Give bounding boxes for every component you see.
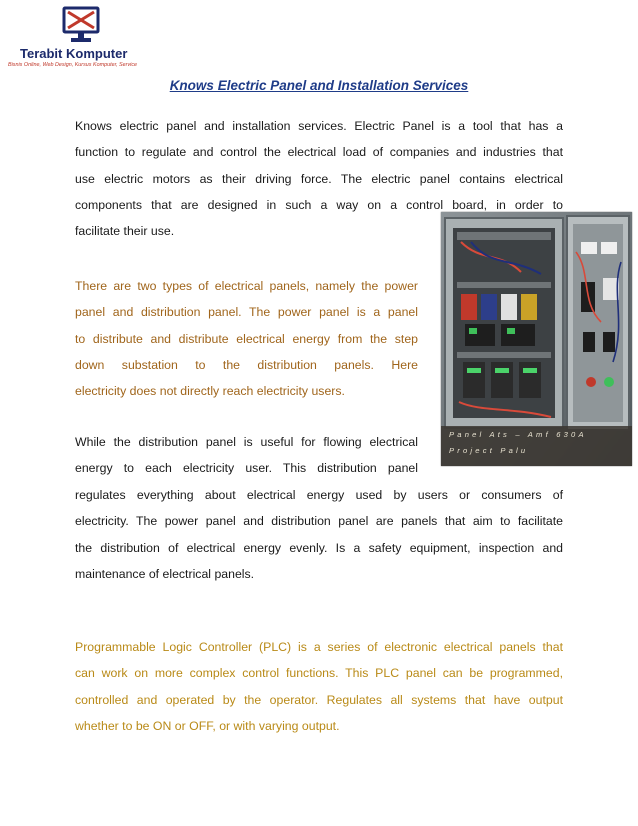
photo-caption-project: Project Palu bbox=[449, 446, 529, 455]
paragraph-plc bbox=[75, 634, 563, 739]
text-line: controlled and operated by the operator. Regulates all systems that have output bbox=[75, 692, 563, 707]
text-line: regulates everything about electrical energy used by users or consumers of bbox=[75, 488, 563, 502]
text-line: facilitate their use. bbox=[75, 224, 175, 239]
text-line: use electric motors as their driving force. The electric panel contains electrical bbox=[75, 171, 563, 186]
logo-tagline: Bisnis Online, Web Design, Kursus Komputer, Service bbox=[8, 62, 138, 68]
paragraph-distribution-cont bbox=[75, 482, 563, 587]
paragraph-panel-types bbox=[75, 273, 418, 404]
text-line: panel and distribution panel. The power panel is a panel bbox=[75, 305, 418, 320]
text-line: While the distribution panel is useful for flowing electrical bbox=[75, 435, 418, 449]
text-line: Programmable Logic Controller (PLC) is a series of electronic electrical panels that bbox=[75, 640, 563, 654]
text-line: electricity does not directly reach electricity users. bbox=[75, 384, 345, 399]
text-line: components that are designed in such a way on a control board, in order to bbox=[75, 197, 563, 212]
text-line: function to regulate and control the electrical load of companies and industries that bbox=[75, 145, 563, 160]
text-line: maintenance of electrical panels. bbox=[75, 566, 255, 581]
logo-name: Terabit Komputer bbox=[20, 46, 128, 61]
electrical-panel-image bbox=[441, 212, 632, 466]
text-line: whether to be ON or OFF, or with varying output. bbox=[75, 718, 340, 733]
text-line: can work on more complex control functions. This PLC panel can be programmed, bbox=[75, 666, 563, 681]
page-title: Knows Electric Panel and Installation Services bbox=[169, 78, 469, 93]
text-line: energy to each electricity user. This distribution panel bbox=[75, 461, 418, 476]
text-line: Knows electric panel and installation services. Electric Panel is a tool that has a bbox=[75, 119, 563, 133]
company-logo bbox=[6, 6, 156, 66]
computer-monitor-icon bbox=[54, 6, 108, 46]
text-line: There are two types of electrical panels, namely the power bbox=[75, 279, 418, 293]
electrical-panel-photo bbox=[441, 212, 632, 466]
text-line: to distribute and distribute electrical energy from the step bbox=[75, 331, 418, 346]
text-line: electricity. The power panel and distribution panel are panels that aim to facilitate bbox=[75, 514, 563, 529]
text-line: the distribution of electrical energy evenly. Is a safety equipment, inspection and bbox=[75, 540, 563, 555]
paragraph-distribution bbox=[75, 429, 418, 482]
photo-caption-title: Panel Ats – Amf 630A bbox=[449, 430, 587, 439]
text-line: down substation to the distribution panels. Here bbox=[75, 357, 418, 372]
